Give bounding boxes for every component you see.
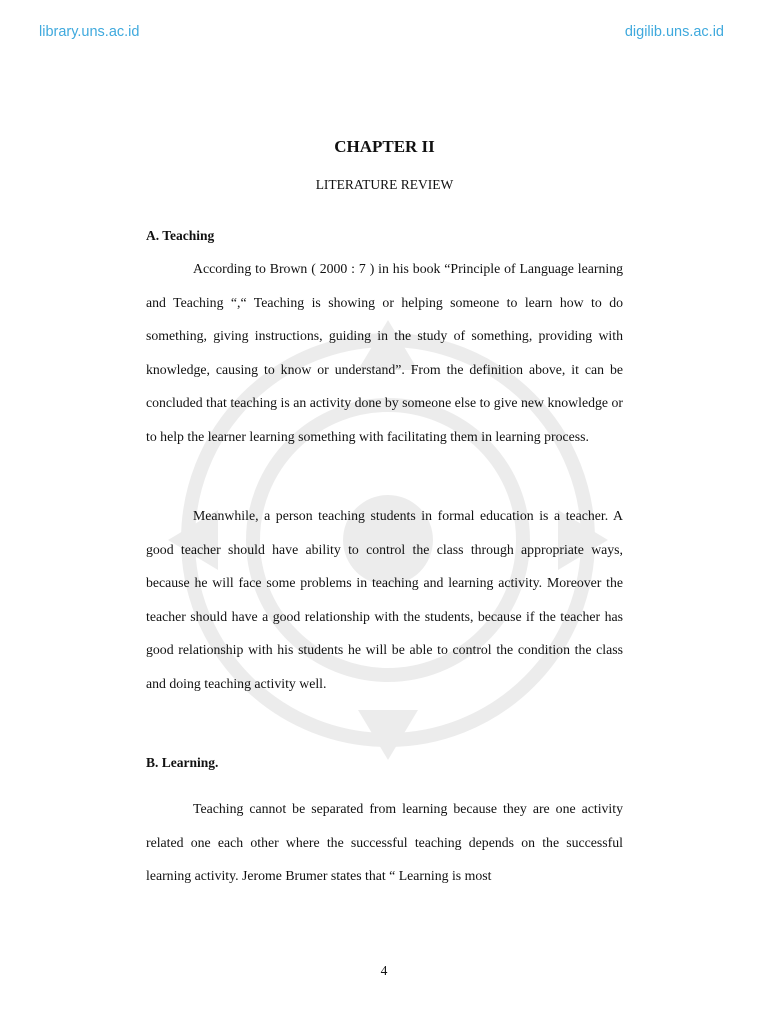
chapter-title: CHAPTER II [334,137,435,156]
library-link[interactable]: library.uns.ac.id [39,24,140,40]
section-a-paragraph-1: According to Brown ( 2000 : 7 ) in his book “Principle of Language learning and Teaching “,“ Teaching is showing or helping someone to learn how to do something, giving instructions, guiding in the study of something, providing with knowledge, causing to know or understand”. From the definition above, it can be concluded that teaching is an activity done by someone else to give new knowledge or to help the learner learning something with facilitating them in learning process. [146,261,623,444]
section-b-heading: B. Learning. [146,755,219,770]
section-b-paragraph-1: Teaching cannot be separated from learning because they are one activity related one each other where the successful teaching depends on the successful learning activity. Jerome Brumer states that “ Learning is most [146,801,623,884]
page-number: 4 [380,963,388,978]
section-a-heading: A. Teaching [146,228,215,243]
page-content [146,0,623,1024]
digilib-link[interactable]: digilib.uns.ac.id [624,24,724,40]
section-a-paragraph-2: Meanwhile, a person teaching students in formal education is a teacher. A good teacher should have ability to control the class through appropriate ways, because he will face some problems in teaching and learning activity. Moreover the teacher should have a good relationship with the students, because if the teacher has good relationship with his students he will be able to control the condition the class and doing teaching activity well. [146,508,623,691]
chapter-subtitle: LITERATURE REVIEW [315,177,454,192]
